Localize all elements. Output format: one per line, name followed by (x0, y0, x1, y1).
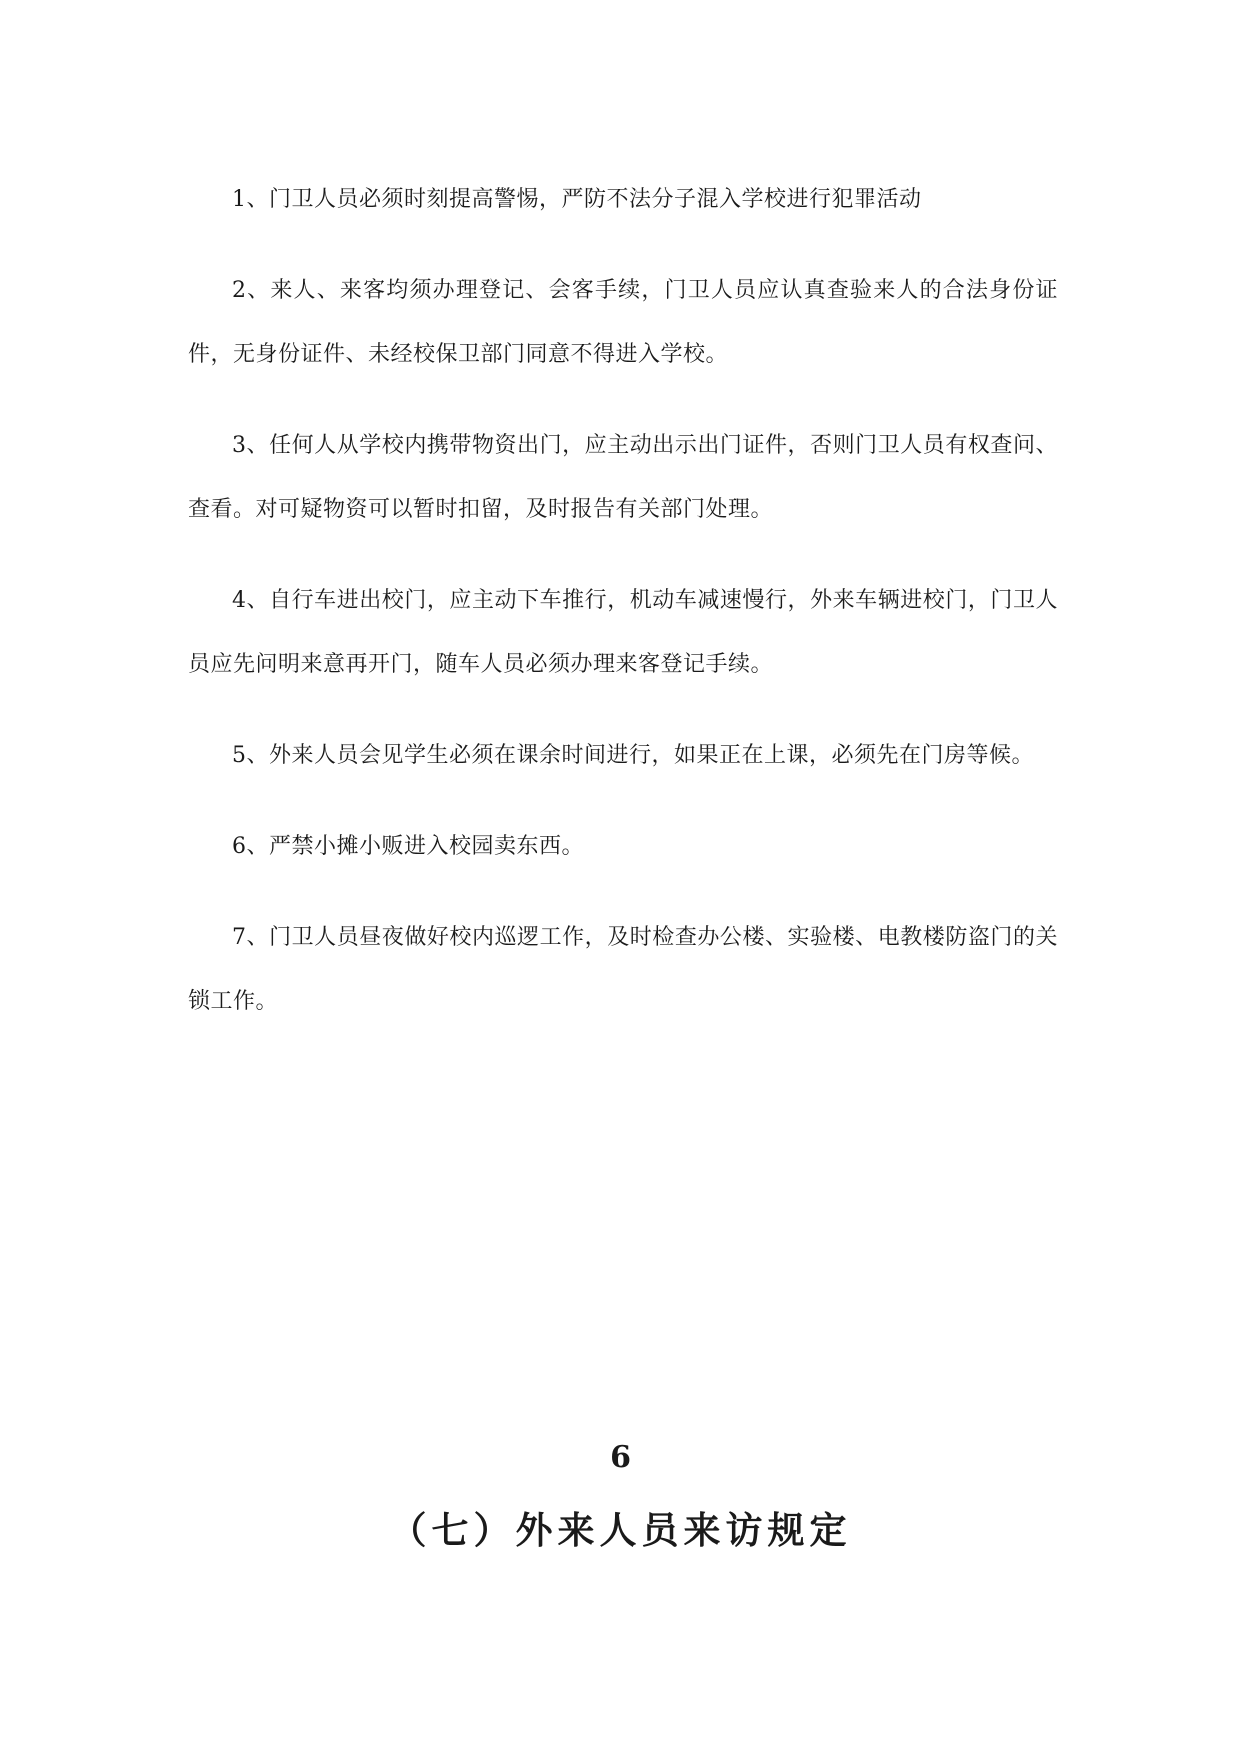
page-number: 6 (610, 1440, 631, 1475)
paragraph-5: 5、外来人员会见学生必须在课余时间进行，如果正在上课，必须先在门房等候。 (232, 743, 1034, 768)
paragraph-3: 3、任何人从学校内携带物资出门，应主动出示出门证件，否则门卫人员有权查问、查看。对可疑物资可以暂时扣留，及时报告有关部门处理。 (188, 433, 1058, 522)
paragraph-2: 2、来人、来客均须办理登记、会客手续，门卫人员应认真查验来人的合法身份证件，无身份证件、未经校保卫部门同意不得进入学校。 (188, 278, 1058, 367)
paragraph-7: 7、门卫人员昼夜做好校内巡逻工作，及时检查办公楼、实验楼、电教楼防盗门的关锁工作。 (188, 925, 1058, 1014)
paragraph-1: 1、门卫人员必须时刻提高警惕，严防不法分子混入学校进行犯罪活动 (232, 187, 922, 212)
paragraph-6: 6、严禁小摊小贩进入校园卖东西。 (232, 834, 584, 859)
section-heading: （七）外来人员来访规定 (389, 1508, 852, 1552)
paragraph-4: 4、自行车进出校门，应主动下车推行，机动车减速慢行，外来车辆进校门，门卫人员应先问明来意再开门，随车人员必须办理来客登记手续。 (188, 588, 1058, 677)
regulations-body (188, 168, 1058, 1061)
